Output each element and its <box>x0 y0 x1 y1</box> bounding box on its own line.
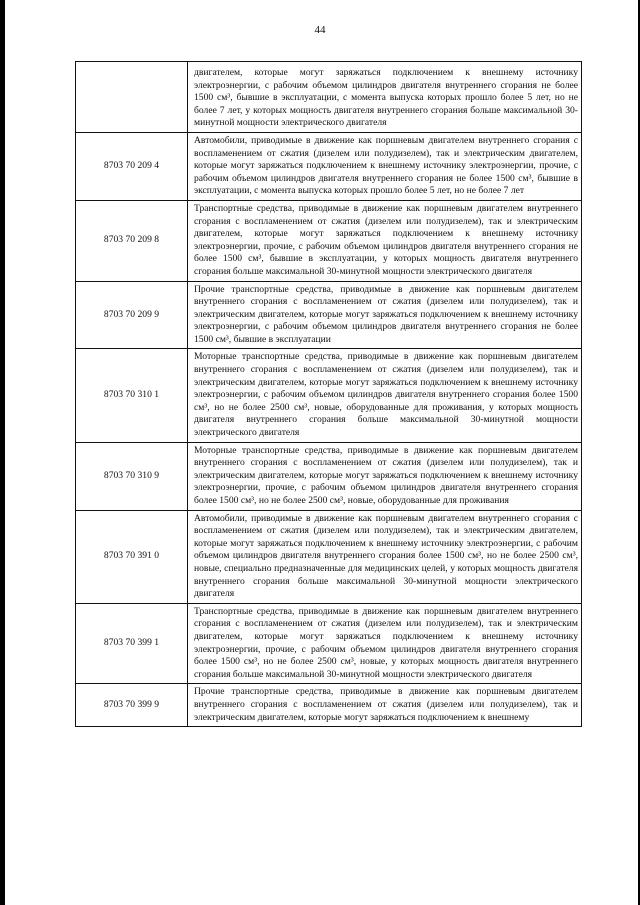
table-row <box>76 442 582 510</box>
description-cell: Транспортные средства, приводимые в движение как поршневым двигателем внутреннего сгорания с воспламенением от сжатия (дизелем или полудизелем), так и электрическим двигателем, которые могут заряжаться подключением к внешнему источнику электроэнергии, прочие, с рабочим объемом цилиндров двигателя внутреннего сгорания не более 1500 см³, бывшие в эксплуатации, у которых мощность двигателя внутреннего сгорания больше максимальной 30-минутной мощности электрического двигателя <box>188 200 582 281</box>
code-cell: 8703 70 399 9 <box>76 684 188 727</box>
table-row <box>76 603 582 684</box>
code-cell: 8703 70 399 1 <box>76 603 188 684</box>
description-cell: двигателем, которые могут заряжаться подключением к внешнему источнику электроэнергии, с рабочим объемом цилиндров двигателя внутреннего сгорания не более 1500 см³, бывшие в эксплуатации, с момента выпуска которых прошло более 5 лет, но не более 7 лет, у которых мощность двигателя внутреннего сгорания больше максимальной 30-минутной мощности электрического двигателя <box>188 62 582 133</box>
code-cell: 8703 70 209 9 <box>76 281 188 349</box>
description-cell: Транспортные средства, приводимые в движение как поршневым двигателем внутреннего сгорания с воспламенением от сжатия (дизелем или полудизелем), так и электрическим двигателем, которые могут заряжаться подключением к внешнему источнику электроэнергии, прочие, с рабочим объемом цилиндров двигателя внутреннего сгорания более 1500 см³, но не более 2500 см³, новые, у которых мощность двигателя внутреннего сгорания больше максимальной 30-минутной мощности электрического двигателя <box>188 603 582 684</box>
table-row <box>76 349 582 442</box>
description-cell: Моторные транспортные средства, приводимые в движение как поршневым двигателем внутреннего сгорания с воспламенением от сжатия (дизелем или полудизелем), так и электрическим двигателем, которые могут заряжаться подключением к внешнему источнику электроэнергии, прочие, с рабочим объемом цилиндров двигателя внутреннего сгорания более 1500 см³, но не более 2500 см³, новые, оборудованные для проживания <box>188 442 582 510</box>
description-cell: Прочие транспортные средства, приводимые в движение как поршневым двигателем внутреннего сгорания с воспламенением от сжатия (дизелем или полудизелем), так и электрическим двигателем, которые могут заряжаться подключением к внешнему <box>188 684 582 727</box>
table-row <box>76 200 582 281</box>
code-cell: 8703 70 310 9 <box>76 442 188 510</box>
page-number: 44 <box>314 24 326 36</box>
table-row <box>76 684 582 727</box>
code-cell: 8703 70 209 4 <box>76 132 188 200</box>
tariff-code-table <box>75 61 582 727</box>
code-cell: 8703 70 391 0 <box>76 510 188 603</box>
description-cell: Прочие транспортные средства, приводимые в движение как поршневым двигателем внутреннего сгорания с воспламенением от сжатия (дизелем или полудизелем), так и электрическим двигателем, которые могут заряжаться подключением к внешнему источнику электроэнергии, с рабочим объемом цилиндров двигателя внутреннего сгорания не более 1500 см³, бывшие в эксплуатации <box>188 281 582 349</box>
code-cell: 8703 70 310 1 <box>76 349 188 442</box>
table-row <box>76 132 582 200</box>
description-cell: Автомобили, приводимые в движение как поршневым двигателем внутреннего сгорания с воспламенением от сжатия (дизелем или полудизелем), так и электрическим двигателем, которые могут заряжаться подключением к внешнему источнику электроэнергии, прочие, с рабочим объемом цилиндров двигателя внутреннего сгорания не более 1500 см³, бывшие в эксплуатации, с момента выпуска которых прошло более 5 лет, но не более 7 лет <box>188 132 582 200</box>
table-row <box>76 281 582 349</box>
scan-border-left <box>0 0 5 905</box>
code-cell <box>76 62 188 133</box>
description-cell: Автомобили, приводимые в движение как поршневым двигателем внутреннего сгорания с воспламенением от сжатия (дизелем или полудизелем), так и электрическим двигателем, которые могут заряжаться подключением к внешнему источнику электроэнергии, с рабочим объемом цилиндров двигателя внутреннего сгорания более 1500 см³, но не более 2500 см³, новые, специально предназначенные для медицинских целей, у которых мощность двигателя внутреннего сгорания больше максимальной 30-минутной мощности электрического двигателя <box>188 510 582 603</box>
code-cell: 8703 70 209 8 <box>76 200 188 281</box>
description-cell: Моторные транспортные средства, приводимые в движение как поршневым двигателем внутреннего сгорания с воспламенением от сжатия (дизелем или полудизелем), так и электрическим двигателем, которые могут заряжаться подключением к внешнему источнику электроэнергии, с рабочим объемом цилиндров двигателя внутреннего сгорания более 1500 см³, но не более 2500 см³, новые, оборудованные для проживания, у которых мощность двигателя внутреннего сгорания больше максимальной 30-минутной мощности электрического двигателя <box>188 349 582 442</box>
table-row <box>76 510 582 603</box>
table-row <box>76 62 582 133</box>
